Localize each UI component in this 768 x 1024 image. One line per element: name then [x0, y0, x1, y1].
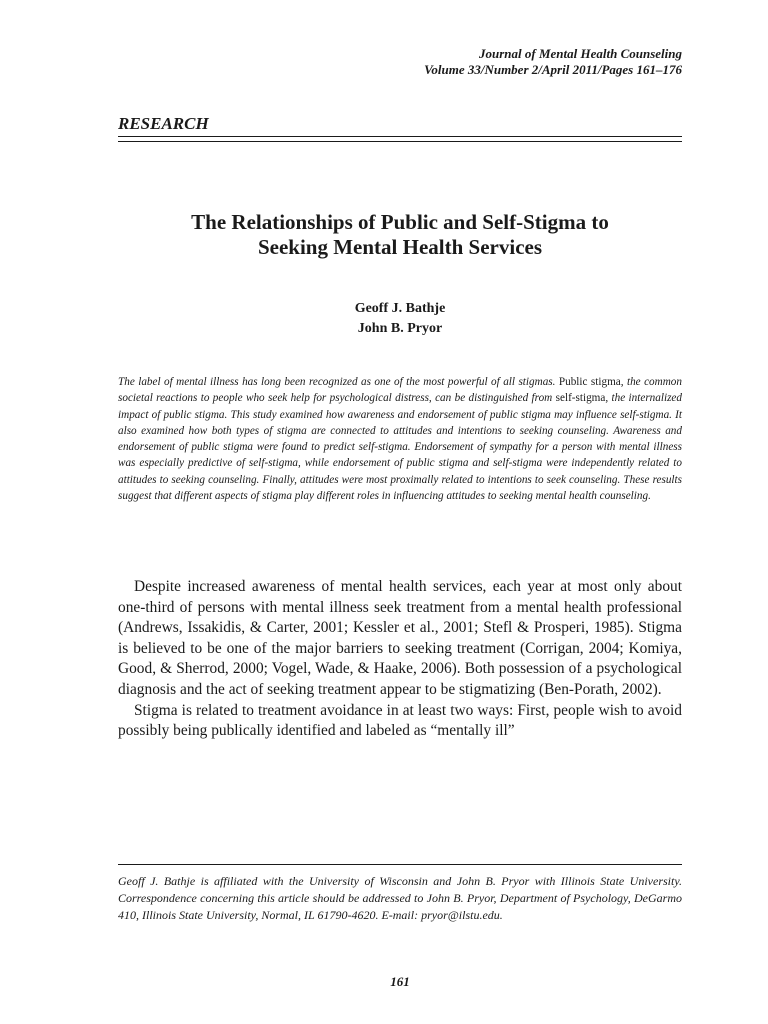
title-line-2: Seeking Mental Health Services — [257, 235, 543, 259]
journal-header — [424, 46, 682, 78]
author-footnote: Geoff J. Bathje is affiliated with the University of Wisconsin and John B. Pryor with Illinois State University. Correspondence concerning this article should be addressed to John B. Pryor, Department of Psychology, DeGarmo 410, Illinois State University, Normal, IL 61790-4620. E-mail: pryor@ilstu.edu. — [118, 874, 682, 923]
abstract-segment: , the internalized impact of public stigma. This study examined how awareness and endorsement of public stigma may influence self-stigma. It also examined how both types of stigma are connected to attitudes and intentions to seeking counseling. Awareness and endorsement of public stigma were found to predict self-stigma. Endorsement of sympathy for a person with mental illness was especially predictive of self-stigma, while endorsement of public stigma and self-stigma were independently related to attitudes to seeking counseling. Finally, attitudes were most proximally related to intentions to seek counseling. These results suggest that different aspects of stigma play different roles in influencing attitudes to seeking mental health counseling. — [118, 392, 682, 503]
article-title — [118, 210, 682, 260]
author-1: Geoff J. Bathje — [354, 301, 446, 316]
footnote-rule — [118, 864, 682, 865]
abstract-segment: , the common societal reactions to people who seek help for psychological distress, can be distinguished from — [118, 376, 682, 405]
abstract — [118, 374, 682, 504]
journal-name: Journal of Mental Health Counseling — [479, 46, 682, 61]
abstract-segment: The label of mental illness has long been recognized as one of the most powerful of all stigmas. — [118, 376, 556, 388]
abstract-term-public-stigma: Public stigma — [555, 376, 621, 388]
title-line-1: The Relationships of Public and Self-Stigma to — [191, 210, 609, 234]
header-rule — [118, 136, 682, 142]
body-text — [118, 577, 682, 742]
abstract-term-self-stigma: self-stigma — [555, 392, 606, 405]
journal-volume: Volume 33/Number 2/April 2011/Pages 161–176 — [424, 62, 682, 77]
page-number: 161 — [390, 974, 410, 989]
author-2: John B. Pryor — [357, 321, 443, 336]
body-paragraph-2: Stigma is related to treatment avoidance in at least two ways: First, people wish to avoid possibly being publically identified and labeled as “mentally ill” — [118, 701, 682, 740]
section-label: RESEARCH — [118, 114, 209, 133]
author-list — [118, 299, 682, 339]
body-paragraph-1: Despite increased awareness of mental health services, each year at most only about one-third of persons with mental illness seek treatment from a mental health professional (Andrews, Issakidis, & Carter, 2001; Kessler et al., 2001; Stefl & Prosperi, 1985). Stigma is believed to be one of the major barriers to seeking treatment (Corrigan, 2004; Komiya, Good, & Sherrod, 2000; Vogel, Wade, & Haake, 2006). Both possession of a psychological diagnosis and the act of seeking treatment appear to be stigmatizing (Ben-Porath, 2002). — [118, 578, 682, 698]
article-page — [118, 0, 682, 1024]
